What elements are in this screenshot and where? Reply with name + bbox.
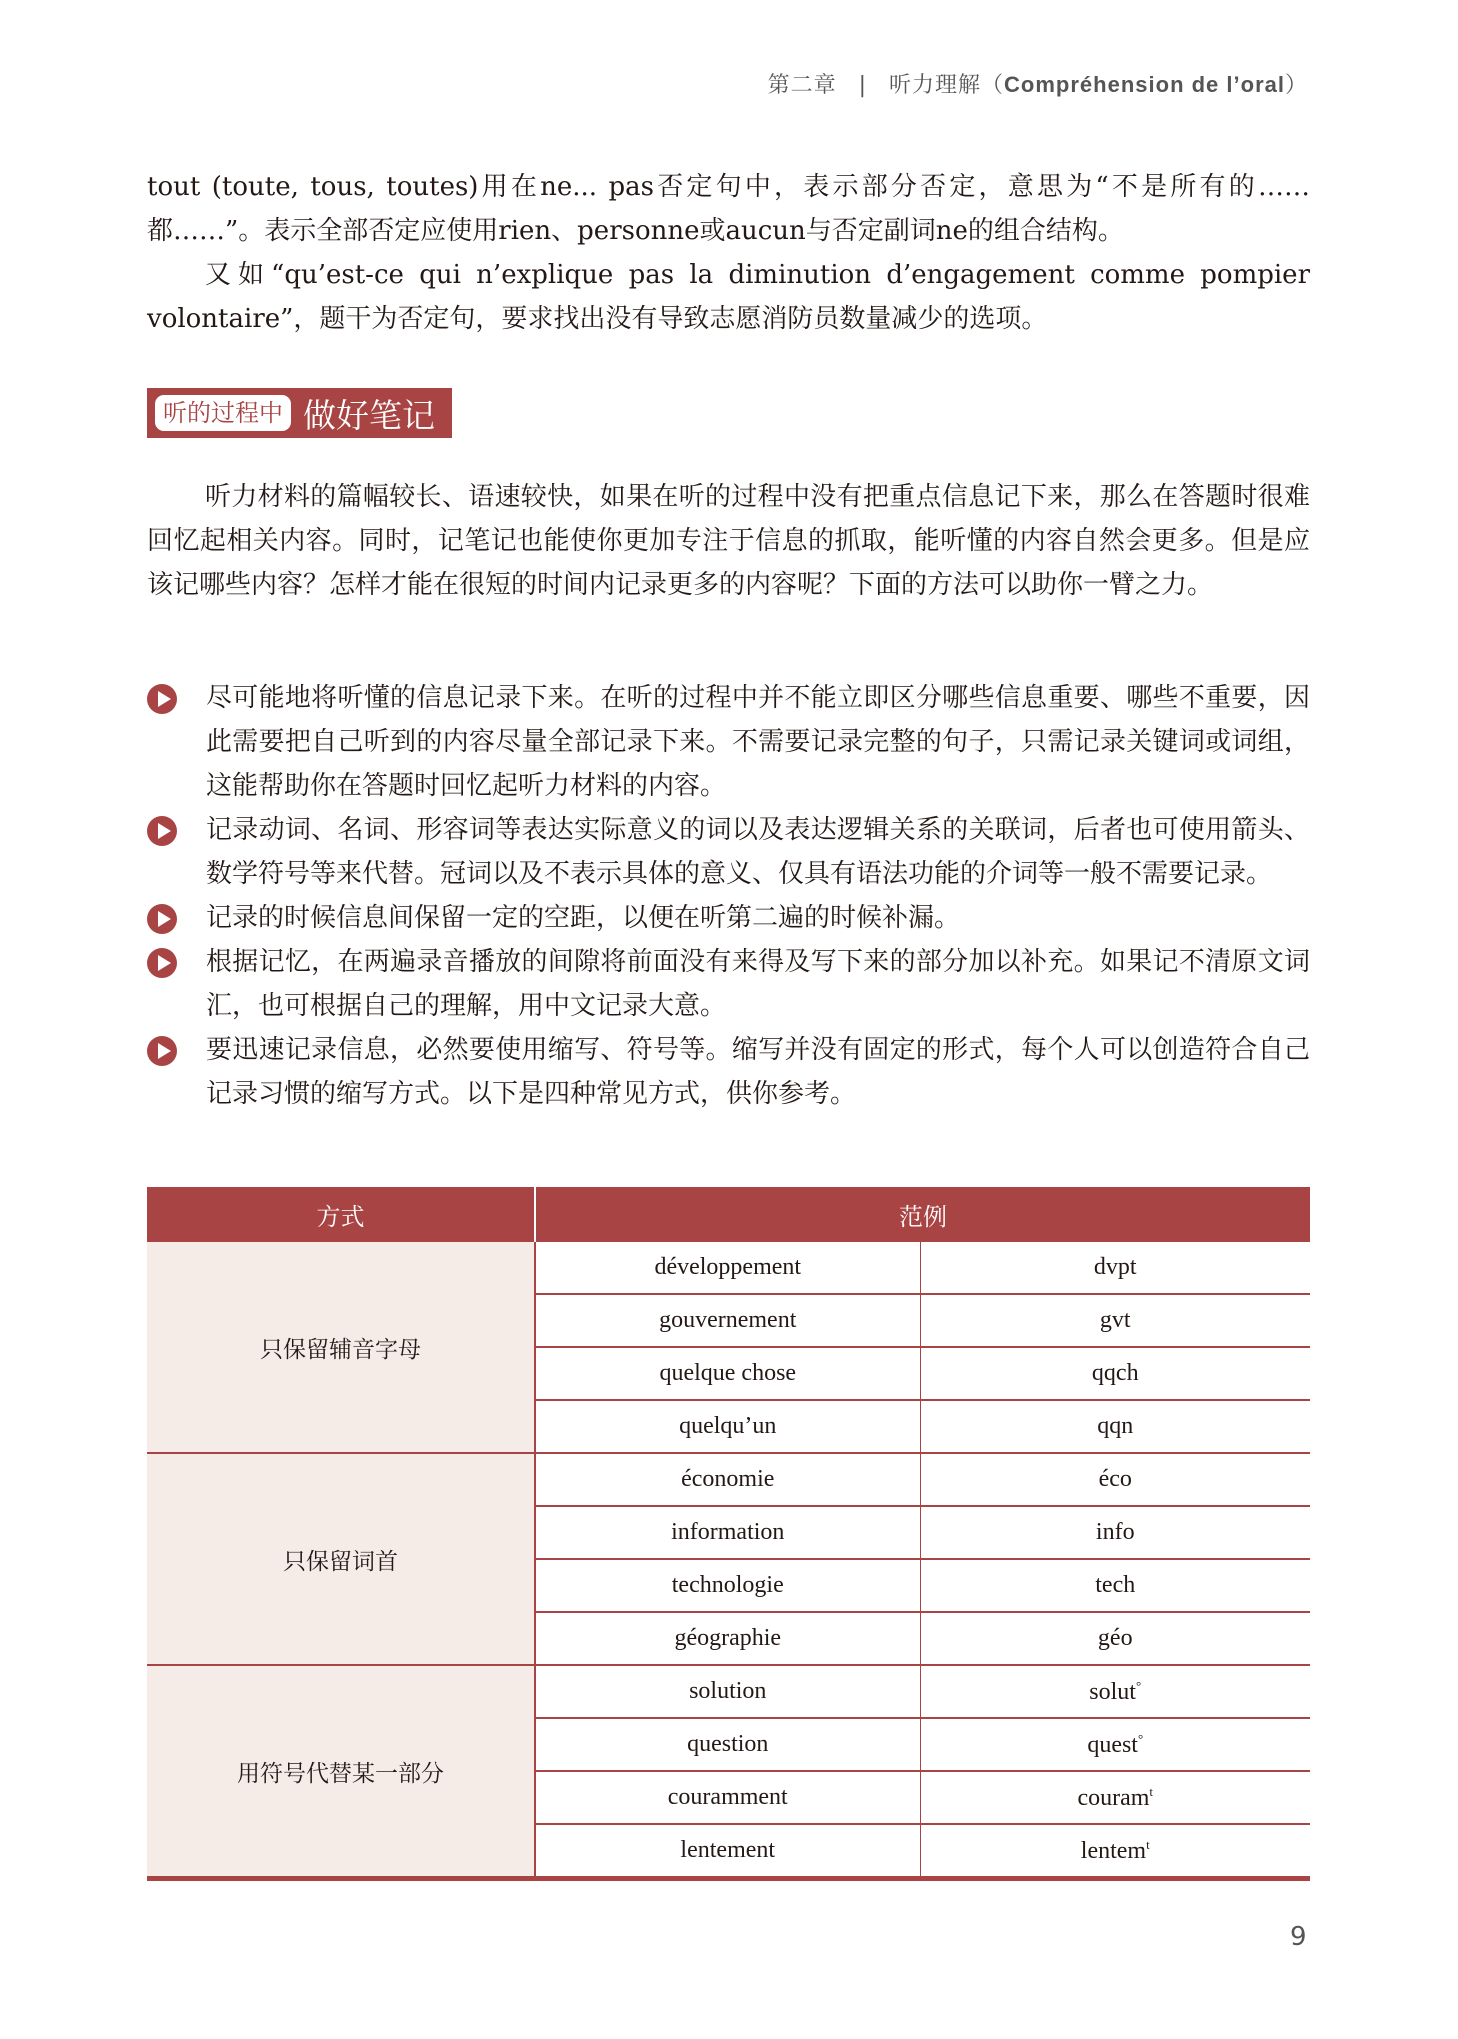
table-row [147, 1242, 1310, 1294]
play-circle-icon [147, 816, 177, 846]
abbr-text: qqch [1091, 1360, 1139, 1386]
word-cell: économie [535, 1453, 920, 1506]
abbr-text: solut [1089, 1678, 1136, 1705]
play-circle-icon [147, 904, 177, 934]
word-cell: couramment [535, 1771, 920, 1824]
paragraph-example: 又如“qu’est-ce qui n’explique pas la diminution d’engagement comme pompier volontaire”，题干为否定句，要求找出没有导致志愿消防员数量减少的选项。 [147, 260, 1310, 334]
section-heading [147, 388, 452, 438]
abbr-cell [920, 1718, 1310, 1771]
abbr-cell [920, 1824, 1310, 1879]
list-item-text: 记录动词、名词、形容词等表达实际意义的词以及表达逻辑关系的关联词，后者也可使用箭头、数学符号等来代替。冠词以及不表示具体的意义、仅具有语法功能的介词等一般不需要记录。 [206, 815, 1310, 889]
abbr-text: quest [1087, 1731, 1138, 1758]
mode-cell: 用符号代替某一部分 [147, 1665, 535, 1879]
chapter-label: 第二章 [767, 73, 837, 98]
abbr-cell [920, 1294, 1310, 1347]
abbr-text: géo [1097, 1625, 1133, 1651]
abbr-cell [920, 1453, 1310, 1506]
abbr-cell [920, 1347, 1310, 1400]
abbr-cell [920, 1506, 1310, 1559]
header-separator: | [858, 73, 868, 98]
word-cell: géographie [535, 1612, 920, 1665]
page-number: 9 [1290, 1922, 1307, 1952]
list-item [147, 1028, 1310, 1116]
mode-cell: 只保留辅音字母 [147, 1242, 535, 1453]
running-header [768, 68, 1308, 99]
list-item [147, 940, 1310, 1028]
list-item-text: 尽可能地将听懂的信息记录下来。在听的过程中并不能立即区分哪些信息重要、哪些不重要，因此需要把自己听到的内容尽量全部记录下来。不需要记录完整的句子，只需记录关键词或词组，这能帮助你在答题时回忆起听力材料的内容。 [206, 683, 1310, 801]
table-row [147, 1453, 1310, 1506]
list-item [147, 896, 1310, 940]
play-circle-icon [147, 948, 177, 978]
word-cell: gouvernement [535, 1294, 920, 1347]
list-item [147, 808, 1310, 896]
abbr-text: qqn [1097, 1413, 1134, 1439]
list-item-text: 记录的时候信息间保留一定的空距，以便在听第二遍的时候补漏。 [206, 903, 961, 933]
abbr-text: dvpt [1093, 1254, 1137, 1280]
tips-list [147, 676, 1310, 1116]
abbreviation-table [147, 1187, 1310, 1881]
column-header-example: 范例 [535, 1187, 1310, 1242]
section-label-fr: Compréhension de l’oral [1004, 72, 1285, 97]
abbr-text: éco [1098, 1466, 1132, 1492]
abbr-cell [920, 1400, 1310, 1453]
abbr-cell [920, 1665, 1310, 1718]
abbr-cell [920, 1612, 1310, 1665]
word-cell: développement [535, 1242, 920, 1294]
section-label-close: ） [1284, 73, 1308, 98]
word-cell: question [535, 1718, 920, 1771]
word-cell: technologie [535, 1559, 920, 1612]
paragraph-tout: tout (toute, tous, toutes)用在ne... pas否定句中，表示部分否定，意思为“不是所有的……都……”。表示全部否定应使用rien、personne或aucun与否定副词ne的组合结构。 [147, 172, 1310, 246]
word-cell: quelqu’un [535, 1400, 920, 1453]
table-header-row [147, 1187, 1310, 1242]
list-item [147, 676, 1310, 808]
mode-cell: 只保留词首 [147, 1453, 535, 1665]
abbr-text: lentem [1080, 1837, 1147, 1864]
section-tag: 听的过程中 [155, 395, 291, 431]
abbr-text: info [1095, 1519, 1135, 1545]
abbr-superscript: t [1146, 1836, 1150, 1852]
abbr-text: tech [1095, 1572, 1136, 1598]
word-cell: quelque chose [535, 1347, 920, 1400]
play-circle-icon [147, 1036, 177, 1066]
section-title: 做好笔记 [303, 395, 435, 435]
abbr-superscript: ° [1137, 1730, 1144, 1746]
play-circle-icon [147, 684, 177, 714]
word-cell: information [535, 1506, 920, 1559]
abbr-superscript: ° [1135, 1677, 1142, 1693]
abbr-text: couram [1077, 1784, 1150, 1811]
column-header-mode: 方式 [147, 1187, 535, 1242]
table-row [147, 1665, 1310, 1718]
abbr-cell [920, 1559, 1310, 1612]
list-item-text: 根据记忆，在两遍录音播放的间隙将前面没有来得及写下来的部分加以补充。如果记不清原文词汇，也可根据自己的理解，用中文记录大意。 [206, 947, 1310, 1021]
list-item-text: 要迅速记录信息，必然要使用缩写、符号等。缩写并没有固定的形式，每个人可以创造符合自己记录习惯的缩写方式。以下是四种常见方式，供你参考。 [206, 1035, 1310, 1109]
abbr-cell [920, 1242, 1310, 1294]
paragraph-intro: 听力材料的篇幅较长、语速较快，如果在听的过程中没有把重点信息记下来，那么在答题时很难回忆起相关内容。同时，记笔记也能使你更加专注于信息的抓取，能听懂的内容自然会更多。但是应该记哪些内容？怎样才能在很短的时间内记录更多的内容呢？下面的方法可以助你一臂之力。 [147, 482, 1310, 600]
abbr-superscript: t [1149, 1783, 1154, 1799]
section-label: 听力理解（ [889, 73, 1005, 98]
abbr-cell [920, 1771, 1310, 1824]
word-cell: lentement [535, 1824, 920, 1879]
word-cell: solution [535, 1665, 920, 1718]
abbr-text: gvt [1099, 1307, 1131, 1333]
